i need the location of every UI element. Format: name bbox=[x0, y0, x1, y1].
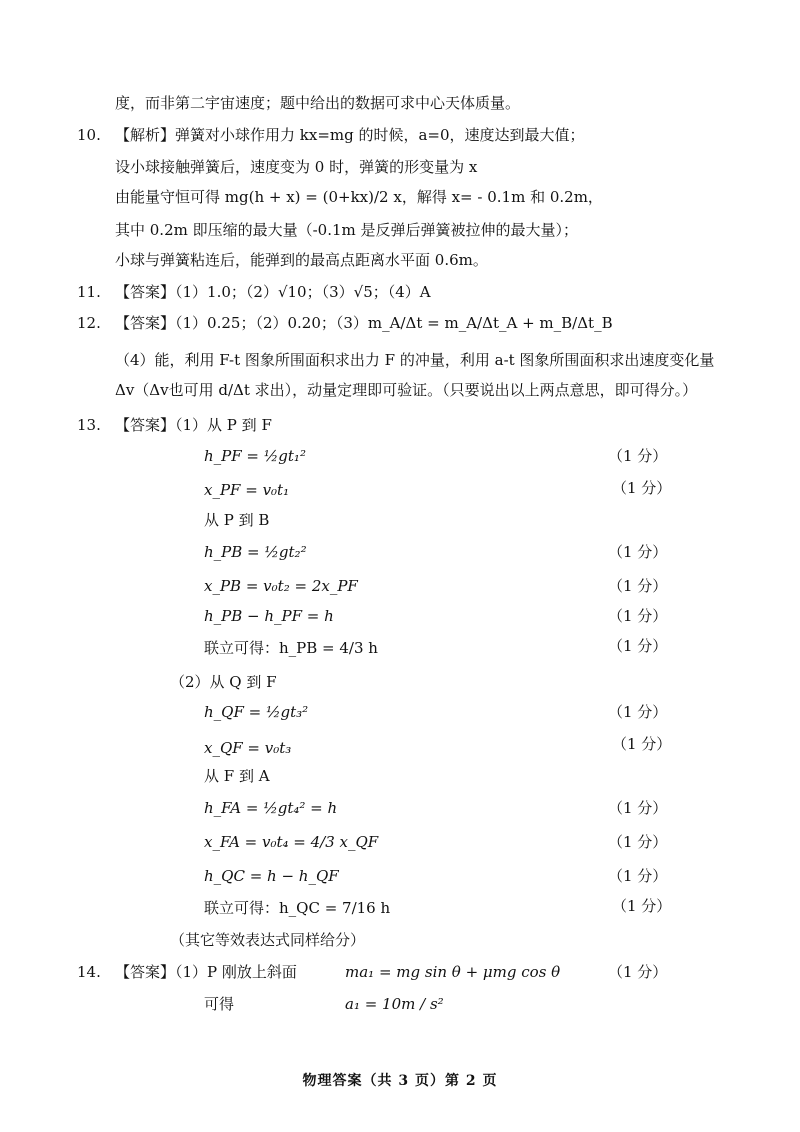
text-line: 可得 bbox=[204, 995, 235, 1013]
text-line: 设小球接触弹簧后，速度变为 0 时，弹簧的形变量为 x bbox=[115, 158, 478, 176]
score-label: （1 分） bbox=[608, 577, 668, 595]
text-line: 【答案】（1）P 刚放上斜面 bbox=[115, 963, 297, 981]
equation: h_FA = ½gt₄² = h bbox=[204, 799, 338, 817]
text-line: （4）能，利用 F-t 图象所围面积求出力 F 的冲量，利用 a-t 图象所围面积求出速度变化量 bbox=[115, 351, 715, 369]
score-label: （1 分） bbox=[608, 447, 668, 465]
equation: ma₁ = mg sin θ + μmg cos θ bbox=[345, 963, 561, 981]
page-footer: 物理答案（共 3 页）第 2 页 bbox=[302, 1073, 498, 1089]
score-label: （1 分） bbox=[608, 637, 668, 655]
score-label: （1 分） bbox=[608, 867, 668, 885]
text-line: 联立可得：h_QC = 7/16 h bbox=[204, 899, 391, 917]
score-label: （1 分） bbox=[612, 479, 672, 497]
text-line: 小球与弹簧粘连后，能弹到的最高点距离水平面 0.6m。 bbox=[115, 251, 488, 269]
equation: x_QF = v₀t₃ bbox=[204, 739, 292, 757]
score-label: （1 分） bbox=[612, 897, 672, 915]
score-label: （1 分） bbox=[608, 963, 668, 981]
text-line: Δv（Δv也可用 d/Δt 求出），动量定理即可验证。（只要说出以上两点意思，即可得分。） bbox=[115, 381, 698, 399]
score-label: （1 分） bbox=[608, 543, 668, 561]
text-line: 【答案】（1）0.25；（2）0.20；（3）m_A/Δt = m_A/Δt_A + m_B/Δt_B bbox=[115, 314, 613, 332]
equation: a₁ = 10m / s² bbox=[345, 995, 444, 1013]
equation: h_QF = ½gt₃² bbox=[204, 703, 309, 721]
text-line: 度，而非第二宇宙速度；题中给出的数据可求中心天体质量。 bbox=[115, 94, 521, 112]
text-line: 其中 0.2m 即压缩的最大量（-0.1m 是反弹后弹簧被拉伸的最大量）； bbox=[115, 221, 579, 239]
question-number: 12. bbox=[77, 314, 101, 332]
text-line: 由能量守恒可得 mg(h + x) = (0+kx)/2 x，解得 x= - 0.1m 和 0.2m， bbox=[115, 188, 603, 206]
score-label: （1 分） bbox=[608, 799, 668, 817]
equation: h_PB − h_PF = h bbox=[204, 607, 334, 625]
text-line: （其它等效表达式同样给分） bbox=[170, 931, 366, 949]
question-number: 11. bbox=[77, 283, 101, 301]
text-line: （2）从 Q 到 F bbox=[170, 673, 277, 691]
text-line: 从 P 到 B bbox=[204, 511, 270, 529]
score-label: （1 分） bbox=[612, 735, 672, 753]
equation: x_PF = v₀t₁ bbox=[204, 481, 290, 499]
text-line: 【答案】（1）1.0；（2）√10；（3）√5；（4）A bbox=[115, 283, 431, 301]
question-number: 14. bbox=[77, 963, 101, 981]
equation: x_FA = v₀t₄ = 4/3 x_QF bbox=[204, 833, 379, 851]
score-label: （1 分） bbox=[608, 703, 668, 721]
equation: h_PF = ½gt₁² bbox=[204, 447, 306, 465]
text-line: 【答案】（1）从 P 到 F bbox=[115, 416, 272, 434]
question-number: 13. bbox=[77, 416, 101, 434]
question-number: 10. bbox=[77, 126, 101, 144]
score-label: （1 分） bbox=[608, 833, 668, 851]
equation: x_PB = v₀t₂ = 2x_PF bbox=[204, 577, 358, 595]
equation: h_QC = h − h_QF bbox=[204, 867, 339, 885]
text-line: 【解析】弹簧对小球作用力 kx=mg 的时候，a=0，速度达到最大值； bbox=[115, 126, 585, 144]
equation: h_PB = ½gt₂² bbox=[204, 543, 307, 561]
text-line: 从 F 到 A bbox=[204, 767, 270, 785]
score-label: （1 分） bbox=[608, 607, 668, 625]
text-line: 联立可得：h_PB = 4/3 h bbox=[204, 639, 378, 657]
